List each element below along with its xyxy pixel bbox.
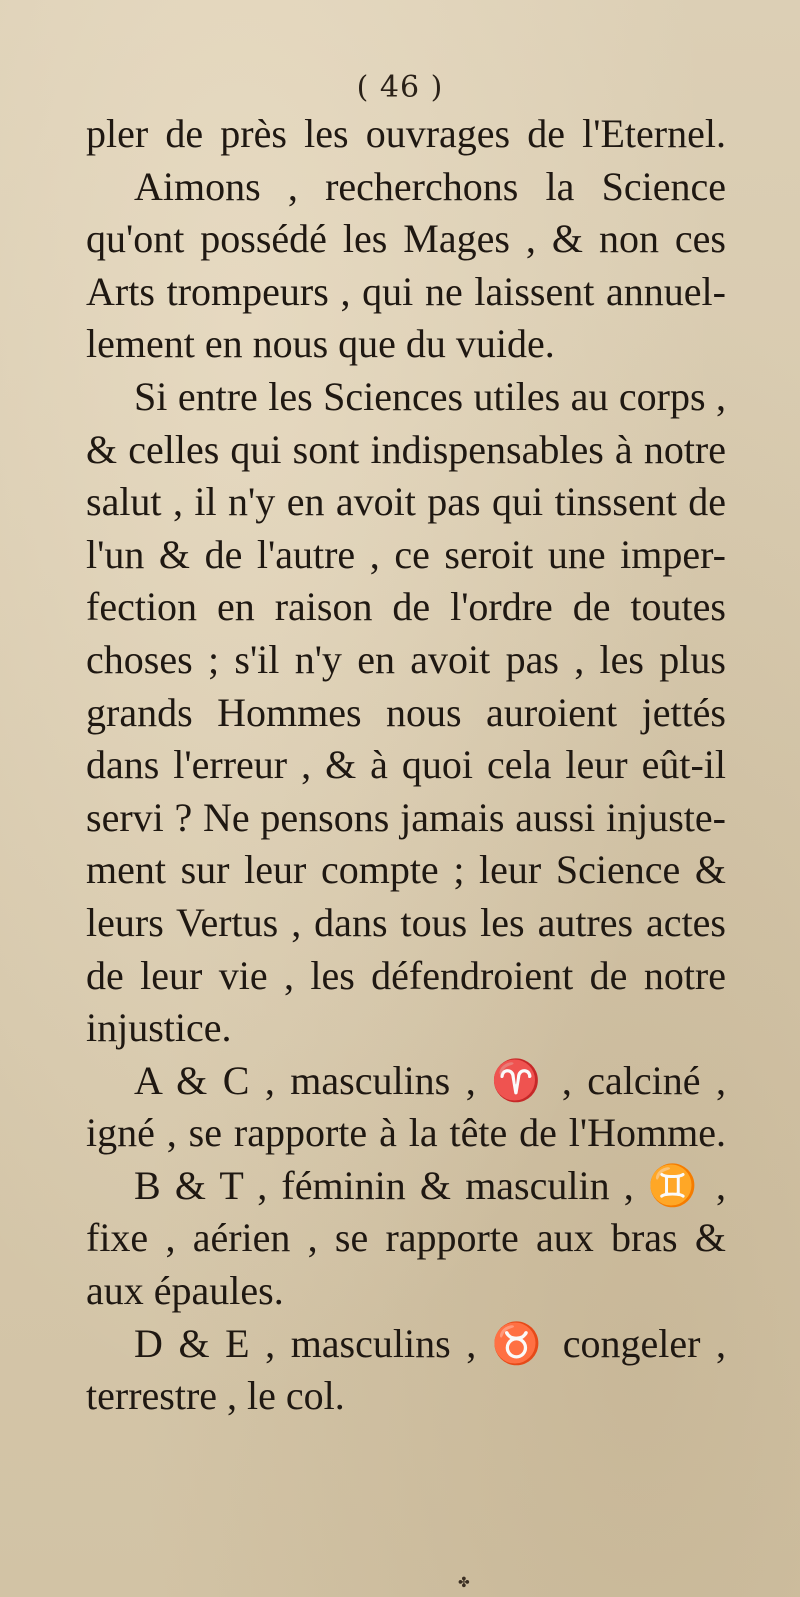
text-line: fixe , aérien , se rapporte aux bras &: [86, 1215, 726, 1261]
text-line: Aimons , recherchons la Science: [134, 163, 726, 209]
text-line: lement en nous que du vuide.: [86, 321, 555, 367]
printer-ornament-icon: ✤: [458, 1575, 470, 1591]
text-line: l'un & de l'autre , ce seroit une imper-: [86, 531, 726, 577]
text-line: ment sur leur compte ; leur Science &: [86, 847, 726, 893]
text-line: injustice.: [86, 1005, 232, 1051]
text-line: D & E , masculins , ♉ congeler ,: [134, 1320, 726, 1366]
page-body: [86, 108, 726, 1423]
text-line: igné , se rapporte à la tête de l'Homme.: [86, 1110, 726, 1156]
text-line: servi ? Ne pensons jamais aussi injuste-: [86, 794, 726, 840]
text-line: leurs Vertus , dans tous les autres actes: [86, 899, 726, 945]
text-line: qu'ont possédé les Mages , & non ces: [86, 216, 726, 262]
text-line: pler de près les ouvrages de l'Eternel.: [86, 111, 726, 156]
text-line: de leur vie , les défendroient de notre: [86, 952, 726, 998]
text-line: A & C , masculins , ♈ , calciné ,: [134, 1057, 726, 1103]
text-line: salut , il n'y en avoit pas qui tinssent de: [86, 479, 726, 525]
text-line: terrestre , le col.: [86, 1373, 345, 1419]
text-line: grands Hommes nous auroient jettés: [86, 689, 726, 735]
text-line: & celles qui sont indispensables à notre: [86, 426, 726, 472]
text-line: choses ; s'il n'y en avoit pas , les plus: [86, 636, 726, 682]
text-line: dans l'erreur , & à quoi cela leur eût-il: [86, 742, 726, 788]
page-number: ( 46 ): [356, 70, 444, 105]
text-line: fection en raison de l'ordre de toutes: [86, 584, 726, 630]
text-line: B & T , féminin & masculin , ♊ ,: [134, 1162, 726, 1208]
text-line: aux épaules.: [86, 1268, 284, 1314]
text-line: Arts trompeurs , qui ne laissent annuel-: [86, 268, 726, 314]
text-line: Si entre les Sciences utiles au corps ,: [134, 373, 726, 419]
